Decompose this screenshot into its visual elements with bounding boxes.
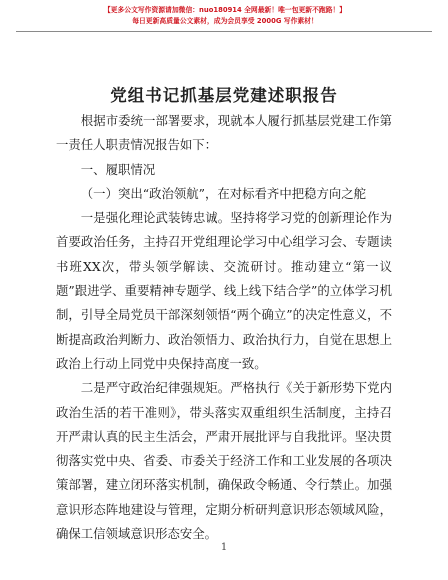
document-title: 党组书记抓基层党建述职报告 (110, 86, 338, 105)
document-body (56, 109, 392, 546)
section-heading-performance: 一、履职情况 (80, 161, 156, 177)
promo-banner (60, 6, 390, 26)
subsection-heading-political-leadership: （一）突出“政治领航”，在对标看齐中把稳方向之舵 (80, 185, 367, 201)
promo-banner-line-2: 每日更新高质量公文素材，成为会员享受 2000G 写作素材！ (132, 17, 318, 25)
page-number: 1 (220, 542, 228, 553)
paragraph-political-discipline: 二是严守政治纪律强规矩。严格执行《关于新形势下党内政治生活的若干准则》，带头落实双重组织生活制度，主持召开严肃认真的民主生活会，严肃开展批评与自我批评。坚决贯彻落实党中央、省委、市委关于经济工作和工业发展的各项决策部署，建立闭环落实机制，确保政令畅通、令行禁止。加强意识形态阵地建设与管理，定期分析研判意识形态领域风险，确保工信领域意识形态安全。 (56, 380, 392, 542)
paragraph-theory-study: 一是强化理论武装铸忠诚。坚持将学习党的创新理论作为首要政治任务，主持召开党组理论学习中心组学习会、专题读书班XX次，带头领学解读、交流研讨。推动建立“第一议题”跟进学、重要精神专题学、线上线下结合学”的立体学习机制，引导全局党员干部深刻领悟“两个确立”的决定性意义，不断提高政治判断力、政治领悟力、政治执行力，自觉在思想上政治上行动上同党中央保持高度一致。 (56, 210, 392, 371)
promo-banner-line-1: 【更多公文写作资源请加微信：nuo180914 全网最新！唯一包更新不跑路！】 (103, 6, 347, 14)
header-divider (16, 31, 432, 32)
intro-paragraph: 根据市委统一部署要求，现就本人履行抓基层党建工作第一责任人职责情况报告如下： (56, 113, 392, 153)
